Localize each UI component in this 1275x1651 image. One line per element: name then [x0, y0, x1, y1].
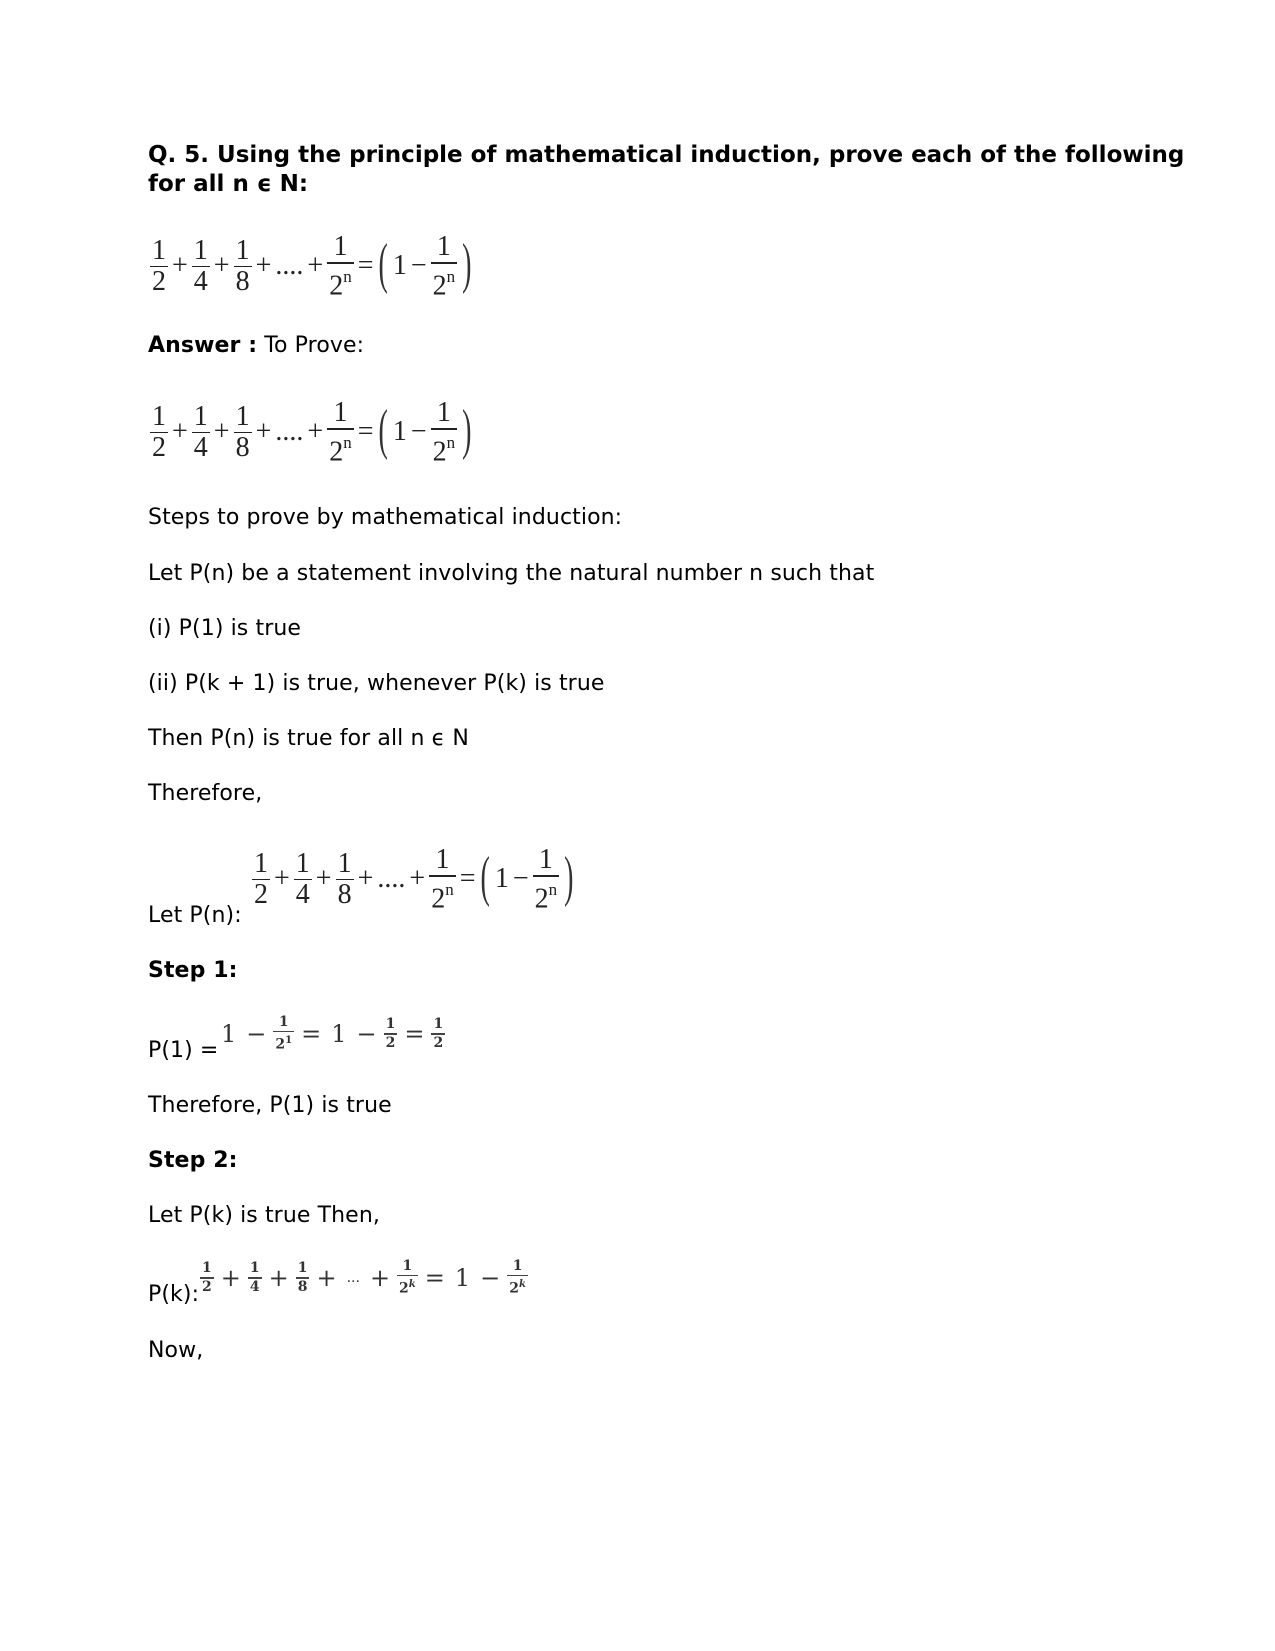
let-pk: Let P(k) is true Then, [148, 1203, 380, 1228]
condition-i: (i) P(1) is true [148, 616, 302, 641]
let-pn-label: Let P(n): [148, 903, 242, 928]
sum-equation-2: $\frac{1}{2}$ + $\frac{1}{4}$ + $\frac{1}{8}$ + .... + $\frac{1}{2^n}$ = ( 1 − $\frac{1}{2^n}$ ) [152, 397, 472, 467]
therefore-p1: Therefore, P(1) is true [148, 1093, 392, 1118]
then-statement: Then P(n) is true for all n ϵ N [148, 726, 469, 751]
step2-heading: Step 2: [148, 1148, 238, 1173]
answer-text: To Prove: [257, 333, 365, 358]
therefore-1: Therefore, [148, 781, 263, 806]
p1-equation: 1 − $\frac{1}{2^1}$ = 1 − $\frac{1}{2}$ = $\frac{1}{2}$ [221, 1014, 444, 1053]
pk-equation: $\frac{1}{2}$ + $\frac{1}{4}$ + $\frac{1}{8}$ + ... + $\frac{1}{2^k}$ = 1 − $\frac{1}{2^k}$ [202, 1258, 526, 1297]
let-statement: Let P(n) be a statement involving the natural number n such that [148, 561, 875, 586]
sum-equation-pn: $\frac{1}{2}$ + $\frac{1}{4}$ + $\frac{1}{8}$ + .... + $\frac{1}{2^n}$ = ( 1 − $\frac{1}{2^n}$ ) [254, 844, 574, 914]
condition-ii: (ii) P(k + 1) is true, whenever P(k) is true [148, 671, 605, 696]
now-text: Now, [148, 1338, 204, 1363]
answer-line [148, 333, 364, 358]
answer-label: Answer : [148, 333, 258, 358]
question-line-1: Q. 5. Using the principle of mathematical induction, prove each of the following [148, 142, 1185, 168]
sum-equation-1: $\frac{1}{2}$ + $\frac{1}{4}$ + $\frac{1}{8}$ + .... + $\frac{1}{2^n}$ = ( 1 − $\frac{1}{2^n}$ ) [152, 231, 472, 301]
steps-intro: Steps to prove by mathematical induction: [148, 505, 623, 530]
pk-label: P(k): [148, 1282, 200, 1307]
question-text [148, 141, 1184, 199]
p1-label: P(1) = [148, 1038, 219, 1063]
question-line-2: for all n ϵ N: [148, 171, 309, 197]
step1-heading: Step 1: [148, 958, 238, 983]
